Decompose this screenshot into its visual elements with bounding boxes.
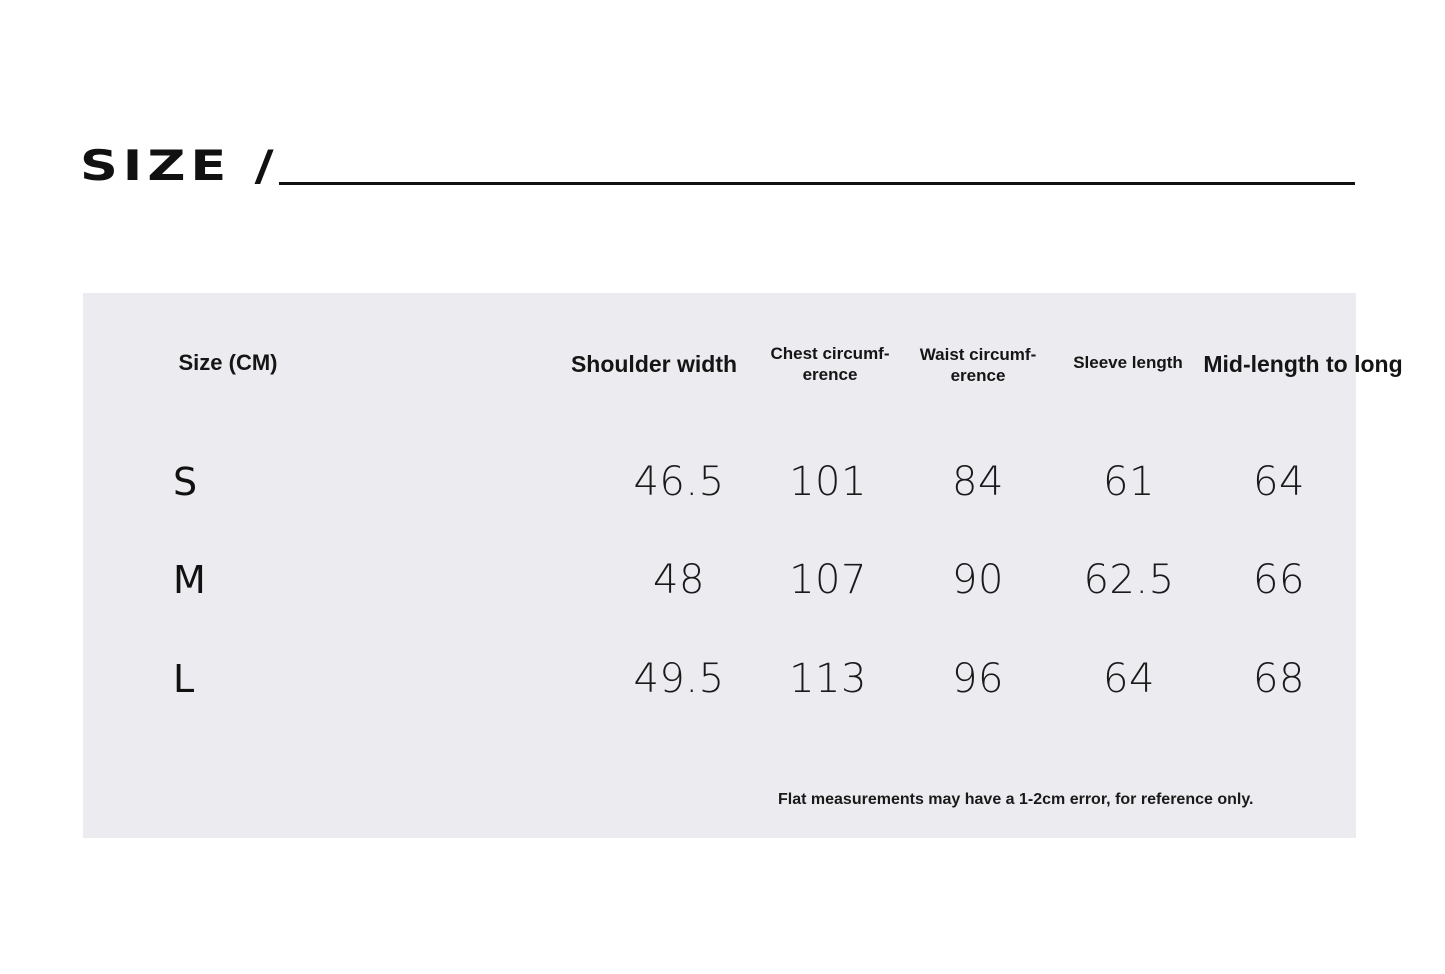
cell-length: 66: [1253, 557, 1305, 603]
cell-sleeve: 62.5: [1083, 557, 1175, 603]
measurement-note: Flat measurements may have a 1-2cm error, for reference only.: [778, 791, 1254, 808]
cell-sleeve: 64: [1103, 656, 1155, 702]
header-length: Mid-length to long: [1203, 351, 1403, 377]
cell-shoulder: 48: [653, 557, 705, 603]
cell-chest: 101: [789, 459, 867, 505]
cell-waist: 84: [952, 459, 1004, 505]
cell-chest: 107: [789, 557, 867, 603]
cell-length: 64: [1253, 459, 1305, 505]
cell-waist: 90: [952, 557, 1004, 603]
cell-length: 68: [1253, 656, 1305, 702]
cell-waist: 96: [952, 656, 1004, 702]
row-size-label: S: [173, 460, 198, 504]
header-sleeve-length: Sleeve length: [1073, 353, 1183, 372]
header-size: Size (CM): [178, 350, 278, 375]
heading-divider: [279, 182, 1355, 185]
header-shoulder-width: Shoulder width: [570, 351, 738, 377]
size-heading: SIZE /: [80, 141, 279, 190]
cell-shoulder: 46.5: [633, 459, 725, 505]
row-size-label: L: [173, 657, 195, 701]
cell-sleeve: 61: [1103, 459, 1155, 505]
cell-shoulder: 49.5: [633, 656, 725, 702]
row-size-label: M: [173, 558, 206, 602]
header-waist-circumference: Waist circumf-erence: [919, 345, 1037, 385]
cell-chest: 113: [789, 656, 867, 702]
size-chart-panel: [83, 293, 1403, 838]
header-chest-circumference: Chest circumf-erence: [770, 344, 890, 384]
